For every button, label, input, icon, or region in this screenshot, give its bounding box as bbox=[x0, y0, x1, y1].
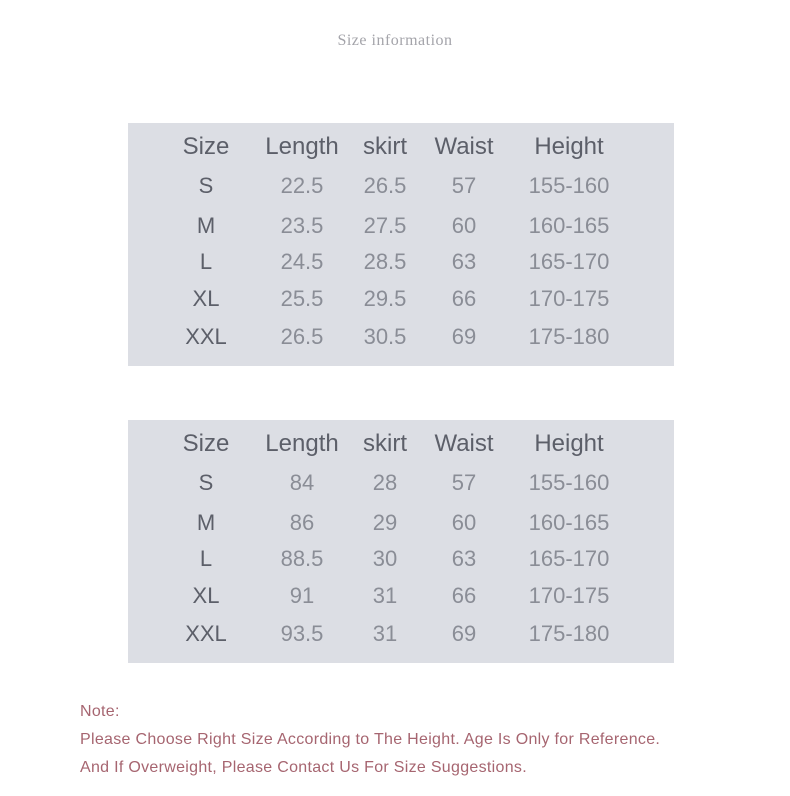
table-cell-waist: 57 bbox=[451, 470, 477, 495]
table-cell-size: L bbox=[199, 249, 213, 274]
table-cell-skirt: 27.5 bbox=[363, 213, 407, 238]
table-cell-length: 88.5 bbox=[280, 546, 324, 571]
table-cell-height: 160-165 bbox=[528, 213, 610, 238]
column-header-size: Size bbox=[182, 430, 230, 457]
column-header-size: Size bbox=[182, 133, 230, 160]
column-header-length: Length bbox=[265, 133, 339, 160]
table-cell-height: 155-160 bbox=[528, 470, 610, 495]
table-cell-waist: 60 bbox=[451, 510, 477, 535]
table-cell-height: 155-160 bbox=[528, 173, 610, 198]
table-cell-skirt: 29.5 bbox=[363, 286, 407, 311]
table-cell-height: 165-170 bbox=[528, 546, 610, 571]
column-header-skirt: skirt bbox=[363, 133, 407, 160]
table-cell-waist: 63 bbox=[451, 546, 477, 571]
table-cell-waist: 66 bbox=[451, 286, 477, 311]
size-note bbox=[80, 698, 660, 782]
table-cell-height: 160-165 bbox=[528, 510, 610, 535]
table-cell-skirt: 29 bbox=[372, 510, 398, 535]
table-cell-skirt: 28 bbox=[372, 470, 398, 495]
column-header-waist: Waist bbox=[434, 430, 494, 457]
table-cell-size: M bbox=[196, 213, 216, 238]
table-cell-length: 91 bbox=[289, 583, 315, 608]
table-cell-size: S bbox=[198, 173, 214, 198]
table-cell-size: M bbox=[196, 510, 216, 535]
table-cell-skirt: 30 bbox=[372, 546, 398, 571]
column-header-skirt: skirt bbox=[363, 430, 407, 457]
note-line-2: And If Overweight, Please Contact Us For Size Suggestions. bbox=[80, 759, 527, 776]
table-cell-length: 26.5 bbox=[280, 324, 324, 349]
table-cell-size: XL bbox=[192, 286, 220, 311]
note-label: Note: bbox=[80, 703, 120, 720]
table-cell-waist: 60 bbox=[451, 213, 477, 238]
table-cell-length: 93.5 bbox=[280, 621, 324, 646]
table-cell-length: 84 bbox=[289, 470, 315, 495]
table-cell-waist: 66 bbox=[451, 583, 477, 608]
size-table-bottom bbox=[128, 420, 674, 663]
table-cell-length: 23.5 bbox=[280, 213, 324, 238]
table-cell-height: 170-175 bbox=[528, 583, 610, 608]
table-cell-skirt: 31 bbox=[372, 621, 398, 646]
table-cell-size: L bbox=[199, 546, 213, 571]
table-cell-height: 175-180 bbox=[528, 621, 610, 646]
column-header-height: Height bbox=[534, 430, 604, 457]
table-cell-waist: 63 bbox=[451, 249, 477, 274]
table-cell-waist: 57 bbox=[451, 173, 477, 198]
table-cell-height: 165-170 bbox=[528, 249, 610, 274]
column-header-height: Height bbox=[534, 133, 604, 160]
table-cell-height: 175-180 bbox=[528, 324, 610, 349]
table-cell-length: 24.5 bbox=[280, 249, 324, 274]
table-cell-skirt: 31 bbox=[372, 583, 398, 608]
note-line-1: Please Choose Right Size According to The Height. Age Is Only for Reference. bbox=[80, 731, 661, 748]
table-cell-length: 86 bbox=[289, 510, 315, 535]
page-title: Size information bbox=[337, 32, 453, 49]
table-cell-waist: 69 bbox=[451, 324, 477, 349]
table-cell-length: 22.5 bbox=[280, 173, 324, 198]
table-cell-skirt: 26.5 bbox=[363, 173, 407, 198]
table-cell-size: XL bbox=[192, 583, 220, 608]
table-cell-skirt: 28.5 bbox=[363, 249, 407, 274]
table-cell-length: 25.5 bbox=[280, 286, 324, 311]
table-cell-size: XXL bbox=[185, 324, 227, 349]
column-header-waist: Waist bbox=[434, 133, 494, 160]
column-header-length: Length bbox=[265, 430, 339, 457]
table-cell-size: XXL bbox=[185, 621, 227, 646]
table-cell-skirt: 30.5 bbox=[363, 324, 407, 349]
size-table-top bbox=[128, 123, 674, 366]
table-cell-size: S bbox=[198, 470, 214, 495]
table-cell-height: 170-175 bbox=[528, 286, 610, 311]
table-cell-waist: 69 bbox=[451, 621, 477, 646]
